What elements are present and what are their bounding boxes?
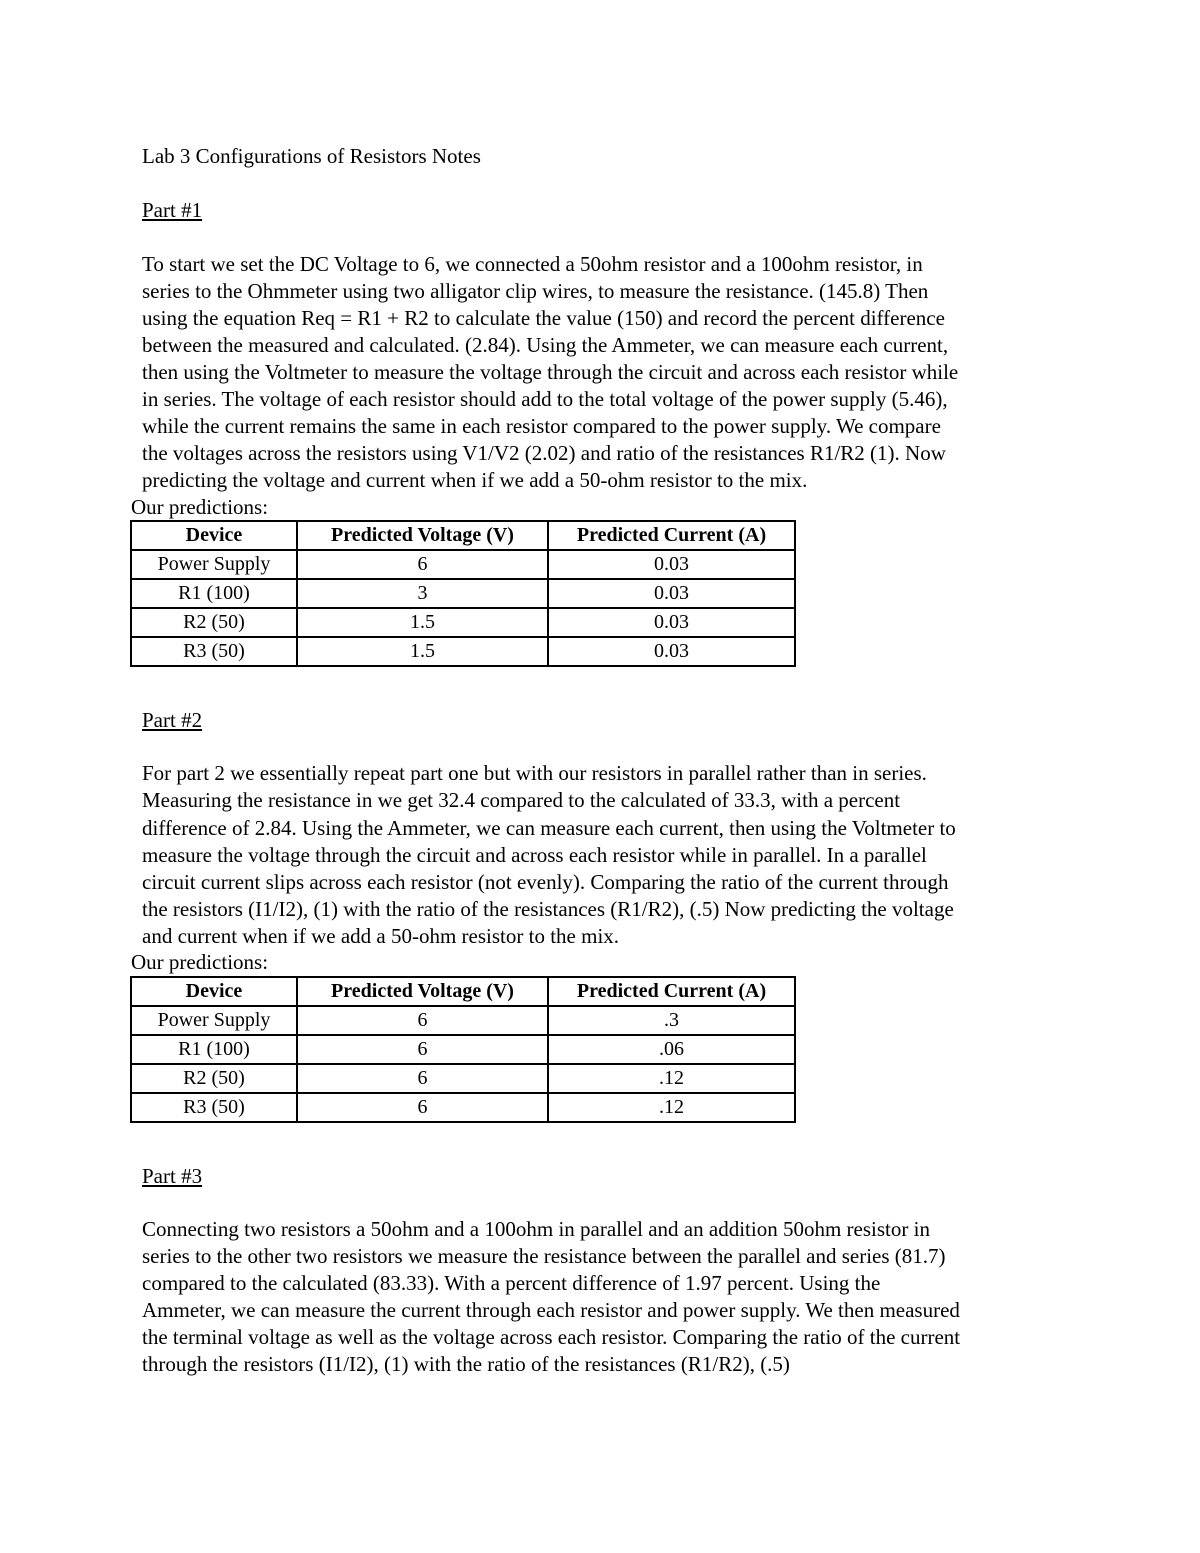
cell-device: R2 (50) [131, 608, 297, 637]
part2-line: and current when if we add a 50-ohm resistor to the mix. [142, 924, 620, 948]
part3-heading: Part #3 [142, 1164, 203, 1188]
part1-predictions-label: Our predictions: [131, 495, 269, 519]
part1-line: To start we set the DC Voltage to 6, we connected a 50ohm resistor and a 100ohm resistor, in [142, 252, 923, 276]
part2-line: Measuring the resistance in we get 32.4 compared to the calculated of 33.3, with a percent [142, 788, 901, 812]
cell-device: R1 (100) [131, 579, 297, 608]
part1-line: using the equation Req = R1 + R2 to calculate the value (150) and record the percent difference [142, 306, 945, 330]
cell-current: 0.03 [548, 637, 795, 666]
header-voltage: Predicted Voltage (V) [297, 977, 548, 1006]
cell-device: R3 (50) [131, 637, 297, 666]
cell-current: .3 [548, 1006, 795, 1035]
part2-line: difference of 2.84. Using the Ammeter, we can measure each current, then using the Voltmeter to [142, 816, 956, 840]
cell-voltage: 6 [297, 1064, 548, 1093]
part2-line: For part 2 we essentially repeat part one but with our resistors in parallel rather than in series. [142, 761, 927, 785]
part3-line: through the resistors (I1/I2), (1) with the ratio of the resistances (R1/R2), (.5) [142, 1352, 790, 1376]
table-row [131, 637, 795, 666]
part1-heading: Part #1 [142, 198, 203, 222]
part1-line: series to the Ohmmeter using two alligator clip wires, to measure the resistance. (145.8) Then [142, 279, 929, 303]
cell-voltage: 6 [297, 550, 548, 579]
part1-line: in series. The voltage of each resistor should add to the total voltage of the power supply (5.46), [142, 387, 948, 411]
part2-predictions-label: Our predictions: [131, 950, 269, 974]
part3-line: Ammeter, we can measure the current through each resistor and power supply. We then measured [142, 1298, 960, 1322]
part2-line: measure the voltage through the circuit and across each resistor while in parallel. In a parallel [142, 843, 927, 867]
part3-line: Connecting two resistors a 50ohm and a 100ohm in parallel and an addition 50ohm resistor in [142, 1217, 930, 1241]
part1-line: predicting the voltage and current when if we add a 50-ohm resistor to the mix. [142, 468, 808, 492]
cell-voltage: 1.5 [297, 608, 548, 637]
table-row [131, 550, 795, 579]
cell-voltage: 6 [297, 1006, 548, 1035]
table-row [131, 1093, 795, 1122]
cell-current: 0.03 [548, 608, 795, 637]
part2-heading: Part #2 [142, 708, 203, 732]
part2-line: the resistors (I1/I2), (1) with the ratio of the resistances (R1/R2), (.5) Now predicting the voltage [142, 897, 954, 921]
document-title: Lab 3 Configurations of Resistors Notes [142, 144, 481, 168]
table-row [131, 1035, 795, 1064]
cell-device: R2 (50) [131, 1064, 297, 1093]
cell-voltage: 1.5 [297, 637, 548, 666]
part2-predictions-table [130, 976, 796, 1123]
header-voltage: Predicted Voltage (V) [297, 521, 548, 550]
header-device: Device [131, 977, 297, 1006]
header-current: Predicted Current (A) [548, 521, 795, 550]
part2-line: circuit current slips across each resistor (not evenly). Comparing the ratio of the current through [142, 870, 949, 894]
cell-voltage: 6 [297, 1035, 548, 1064]
part3-line: series to the other two resistors we measure the resistance between the parallel and series (81.7) [142, 1244, 946, 1268]
cell-device: Power Supply [131, 550, 297, 579]
cell-device: R3 (50) [131, 1093, 297, 1122]
part1-line: between the measured and calculated. (2.84). Using the Ammeter, we can measure each current, [142, 333, 949, 357]
cell-current: 0.03 [548, 579, 795, 608]
part3-line: the terminal voltage as well as the voltage across each resistor. Comparing the ratio of the current [142, 1325, 961, 1349]
part1-line: while the current remains the same in each resistor compared to the power supply. We compare [142, 414, 941, 438]
table-row [131, 608, 795, 637]
cell-current: .06 [548, 1035, 795, 1064]
cell-device: Power Supply [131, 1006, 297, 1035]
part3-line: compared to the calculated (83.33). With a percent difference of 1.97 percent. Using the [142, 1271, 881, 1295]
part1-line: then using the Voltmeter to measure the voltage through the circuit and across each resistor while [142, 360, 959, 384]
header-current: Predicted Current (A) [548, 977, 795, 1006]
table-header-row [131, 977, 795, 1006]
table-header-row [131, 521, 795, 550]
part1-predictions-table [130, 520, 796, 667]
cell-current: .12 [548, 1093, 795, 1122]
table-row [131, 1064, 795, 1093]
cell-device: R1 (100) [131, 1035, 297, 1064]
cell-current: 0.03 [548, 550, 795, 579]
header-device: Device [131, 521, 297, 550]
table-row [131, 1006, 795, 1035]
part1-line: the voltages across the resistors using V1/V2 (2.02) and ratio of the resistances R1/R2 (1). Now [142, 441, 946, 465]
table-row [131, 579, 795, 608]
cell-current: .12 [548, 1064, 795, 1093]
cell-voltage: 6 [297, 1093, 548, 1122]
cell-voltage: 3 [297, 579, 548, 608]
